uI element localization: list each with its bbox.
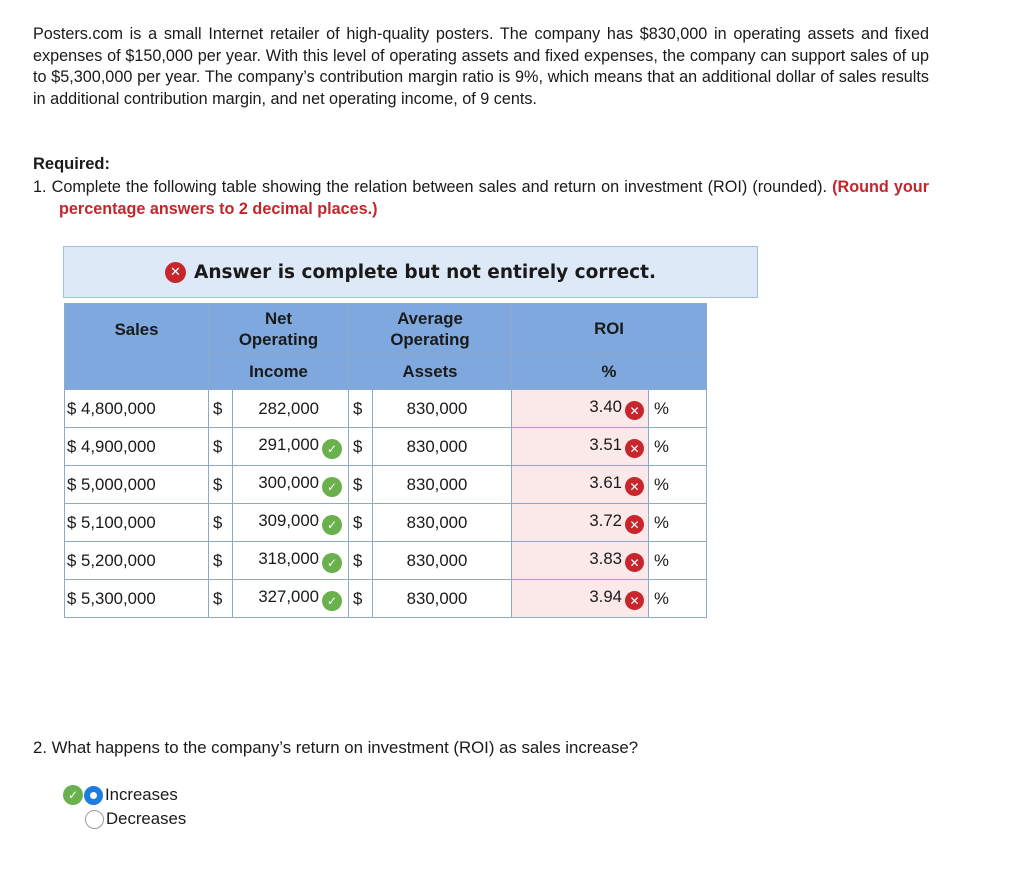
assets-input[interactable] — [373, 542, 512, 580]
roi-value: 3.51 — [589, 434, 622, 454]
sales-cell: $ 4,900,000 — [65, 428, 209, 466]
check-circle-icon: ✓ — [322, 477, 342, 497]
problem-intro: Posters.com is a small Internet retailer of high-quality posters. The company has $830,000 in operating assets and fixed expenses of $150,000 per year. With this level of operating assets and fixed expenses, the company can support sales of up to $5,300,000 per year. The company’s contribution margin ratio is 9%, which means that an additional dollar of sales results in additional contribution margin, and net operating income, of 9 cents. — [33, 25, 929, 108]
assets-value: 830,000 — [406, 550, 468, 570]
header-noi-top: Net Operating — [209, 304, 349, 354]
required-heading: Required: — [33, 155, 111, 173]
sales-cell: $ 4,800,000 — [65, 390, 209, 428]
currency-symbol: $ — [209, 428, 233, 466]
assets-input[interactable] — [373, 428, 512, 466]
answer-status-text: Answer is complete but not entirely correct. — [194, 261, 656, 283]
currency-symbol: $ — [209, 390, 233, 428]
percent-symbol: % — [649, 504, 707, 542]
assets-value: 830,000 — [406, 474, 468, 494]
noi-value: 282,000 — [258, 398, 319, 418]
percent-symbol: % — [649, 542, 707, 580]
option-increases-label: Increases — [105, 785, 178, 804]
roi-value: 3.94 — [589, 586, 622, 606]
roi-value: 3.40 — [589, 396, 622, 416]
option-decreases-label: Decreases — [106, 809, 187, 828]
currency-symbol: $ — [349, 580, 373, 618]
sales-cell: $ 5,200,000 — [65, 542, 209, 580]
assets-value: 830,000 — [406, 436, 468, 456]
x-circle-icon: ✕ — [625, 477, 644, 496]
required-item-1-text: 1. Complete the following table showing the relation between sales and return on investment (ROI) (rounded). — [33, 178, 828, 196]
x-circle-icon: ✕ — [625, 553, 644, 572]
x-circle-icon: ✕ — [625, 401, 644, 420]
header-roi-top: ROI — [512, 304, 707, 354]
assets-input[interactable] — [373, 504, 512, 542]
assets-value: 830,000 — [406, 512, 468, 532]
assets-input[interactable] — [373, 580, 512, 618]
currency-symbol: $ — [349, 390, 373, 428]
noi-value: 300,000 — [258, 472, 319, 492]
option-decreases[interactable] — [85, 809, 186, 829]
table-row — [65, 580, 707, 618]
header-sales-label: Sales — [114, 320, 159, 339]
roi-input[interactable] — [512, 504, 649, 542]
table-row — [65, 428, 707, 466]
table-row — [65, 390, 707, 428]
radio-decreases[interactable] — [85, 810, 104, 829]
question-2: 2. What happens to the company’s return on investment (ROI) as sales increase? — [33, 738, 639, 757]
table-row — [65, 504, 707, 542]
x-circle-icon: ✕ — [165, 262, 186, 283]
roi-input[interactable] — [512, 428, 649, 466]
assets-input[interactable] — [373, 466, 512, 504]
check-circle-icon: ✓ — [322, 439, 342, 459]
assets-value: 830,000 — [406, 398, 468, 418]
currency-symbol: $ — [349, 466, 373, 504]
roi-input[interactable] — [512, 390, 649, 428]
x-circle-icon: ✕ — [625, 439, 644, 458]
table-row — [65, 466, 707, 504]
check-circle-icon: ✓ — [322, 515, 342, 535]
assets-input[interactable] — [373, 390, 512, 428]
noi-value: 291,000 — [258, 434, 319, 454]
roi-input[interactable] — [512, 466, 649, 504]
roi-value: 3.61 — [589, 472, 622, 492]
currency-symbol: $ — [349, 542, 373, 580]
x-circle-icon: ✕ — [625, 591, 644, 610]
check-circle-icon: ✓ — [322, 553, 342, 573]
header-roi-bottom: % — [512, 354, 707, 390]
sales-cell: $ 5,300,000 — [65, 580, 209, 618]
noi-input[interactable] — [233, 390, 349, 428]
check-circle-icon: ✓ — [63, 785, 83, 805]
percent-symbol: % — [649, 466, 707, 504]
currency-symbol: $ — [349, 428, 373, 466]
roi-value: 3.83 — [589, 548, 622, 568]
header-assets-top: Average Operating — [349, 304, 512, 354]
table-row — [65, 542, 707, 580]
answer-status-banner — [63, 246, 758, 298]
noi-input[interactable] — [233, 466, 349, 504]
currency-symbol: $ — [209, 580, 233, 618]
check-circle-icon: ✓ — [322, 591, 342, 611]
noi-value: 318,000 — [258, 548, 319, 568]
currency-symbol: $ — [349, 504, 373, 542]
noi-input[interactable] — [233, 580, 349, 618]
sales-cell: $ 5,100,000 — [65, 504, 209, 542]
assets-value: 830,000 — [406, 588, 468, 608]
roi-input[interactable] — [512, 542, 649, 580]
header-noi-bottom: Income — [209, 354, 349, 390]
header-assets-bottom: Assets — [349, 354, 512, 390]
currency-symbol: $ — [209, 466, 233, 504]
percent-symbol: % — [649, 390, 707, 428]
radio-increases[interactable] — [84, 786, 103, 805]
currency-symbol: $ — [209, 504, 233, 542]
roi-input[interactable] — [512, 580, 649, 618]
x-circle-icon: ✕ — [625, 515, 644, 534]
sales-cell: $ 5,000,000 — [65, 466, 209, 504]
noi-input[interactable] — [233, 542, 349, 580]
percent-symbol: % — [649, 428, 707, 466]
percent-symbol: % — [649, 580, 707, 618]
header-sales — [65, 304, 209, 390]
required-item-1 — [33, 177, 929, 220]
option-increases[interactable] — [63, 785, 178, 805]
noi-input[interactable] — [233, 428, 349, 466]
currency-symbol: $ — [209, 542, 233, 580]
noi-value: 309,000 — [258, 510, 319, 530]
noi-input[interactable] — [233, 504, 349, 542]
rounding-note: (Round your percentage answers to 2 decimal places.) — [59, 178, 929, 218]
noi-value: 327,000 — [258, 586, 319, 606]
roi-table — [64, 303, 707, 618]
roi-value: 3.72 — [589, 510, 622, 530]
